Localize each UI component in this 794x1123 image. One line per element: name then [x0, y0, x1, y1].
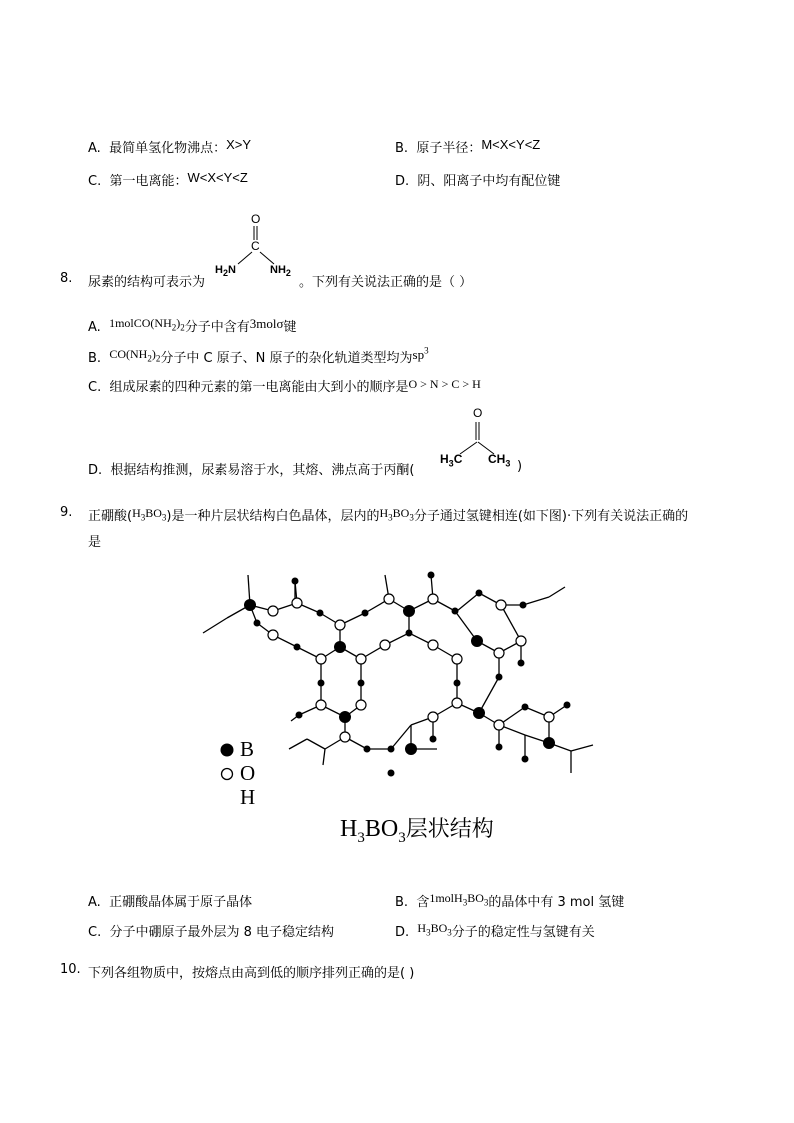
legend-label-b: B — [240, 737, 255, 761]
urea-structure: O C $H_2N$ $NH_2$ — [215, 212, 291, 279]
q9-option-d: D. $H_3BO_3$分子的稳定性与氢键有关 — [395, 921, 595, 940]
legend-label-o: O — [240, 761, 256, 785]
q7-option-b: B. 原子半径：M<X<Y<Z — [395, 137, 541, 156]
q9-stem-line2: 是 — [88, 535, 102, 550]
q10-number: 10. — [60, 962, 81, 977]
legend-label-h: H — [240, 785, 256, 809]
diagram-caption: $H_3BO_3$层状结构 — [340, 816, 494, 846]
q8-stem-post: 。下列有关说法正确的是（ ） — [299, 275, 473, 290]
q7-option-c: C. 第一电离能：W<X<Y<Z — [88, 170, 248, 189]
q9-option-b: B. 含$1molH_3BO_3$的晶体中有 3 mol 氢键 — [395, 891, 625, 910]
acetone-structure: O $H_3C$ $CH_3$ — [440, 406, 511, 469]
h3bo3-layer-diagram — [195, 565, 605, 790]
q9-option-a: A. 正硼酸晶体属于原子晶体 — [88, 895, 253, 910]
q7-option-a: A. 最简单氢化物沸点：X>Y — [88, 137, 252, 156]
legend-oxygen-marker — [222, 769, 233, 780]
q9-option-c: C. 分子中硼原子最外层为 8 电子稳定结构 — [88, 925, 335, 940]
q8-stem-pre: 尿素的结构可表示为 — [88, 275, 206, 290]
q9-stem: 正硼酸$(H_3BO_3)$是一种片层状结构白色晶体，层内的$H_3BO_3$分子通过氢键相连(如下图)·下列有关说法正确的 — [88, 506, 689, 524]
legend-boron-marker — [221, 744, 234, 757]
q7-option-d: D. 阴、阳离子中均有配位键 — [395, 174, 561, 189]
q8-number: 8. — [60, 271, 73, 286]
q8-option-d-close: ) — [517, 459, 523, 474]
q8-option-c: C. 组成尿素的四种元素的第一电离能由大到小的顺序是O > N > C > H — [88, 377, 481, 395]
q8-option-a: A. $1molCO(NH_2)_2$分子中含有3molσ键 — [88, 316, 297, 335]
q8-option-d: D. 根据结构推测，尿素易溶于水，其熔、沸点高于丙酮( — [88, 463, 415, 478]
q8-option-b: B. $CO(NH_2)_2$分子中 C 原子、N 原子的杂化轨道类型均为$sp^3$ — [88, 345, 429, 366]
q10-stem: 下列各组物质中，按熔点由高到低的顺序排列正确的是( ) — [88, 966, 415, 981]
q9-number: 9. — [60, 505, 73, 520]
